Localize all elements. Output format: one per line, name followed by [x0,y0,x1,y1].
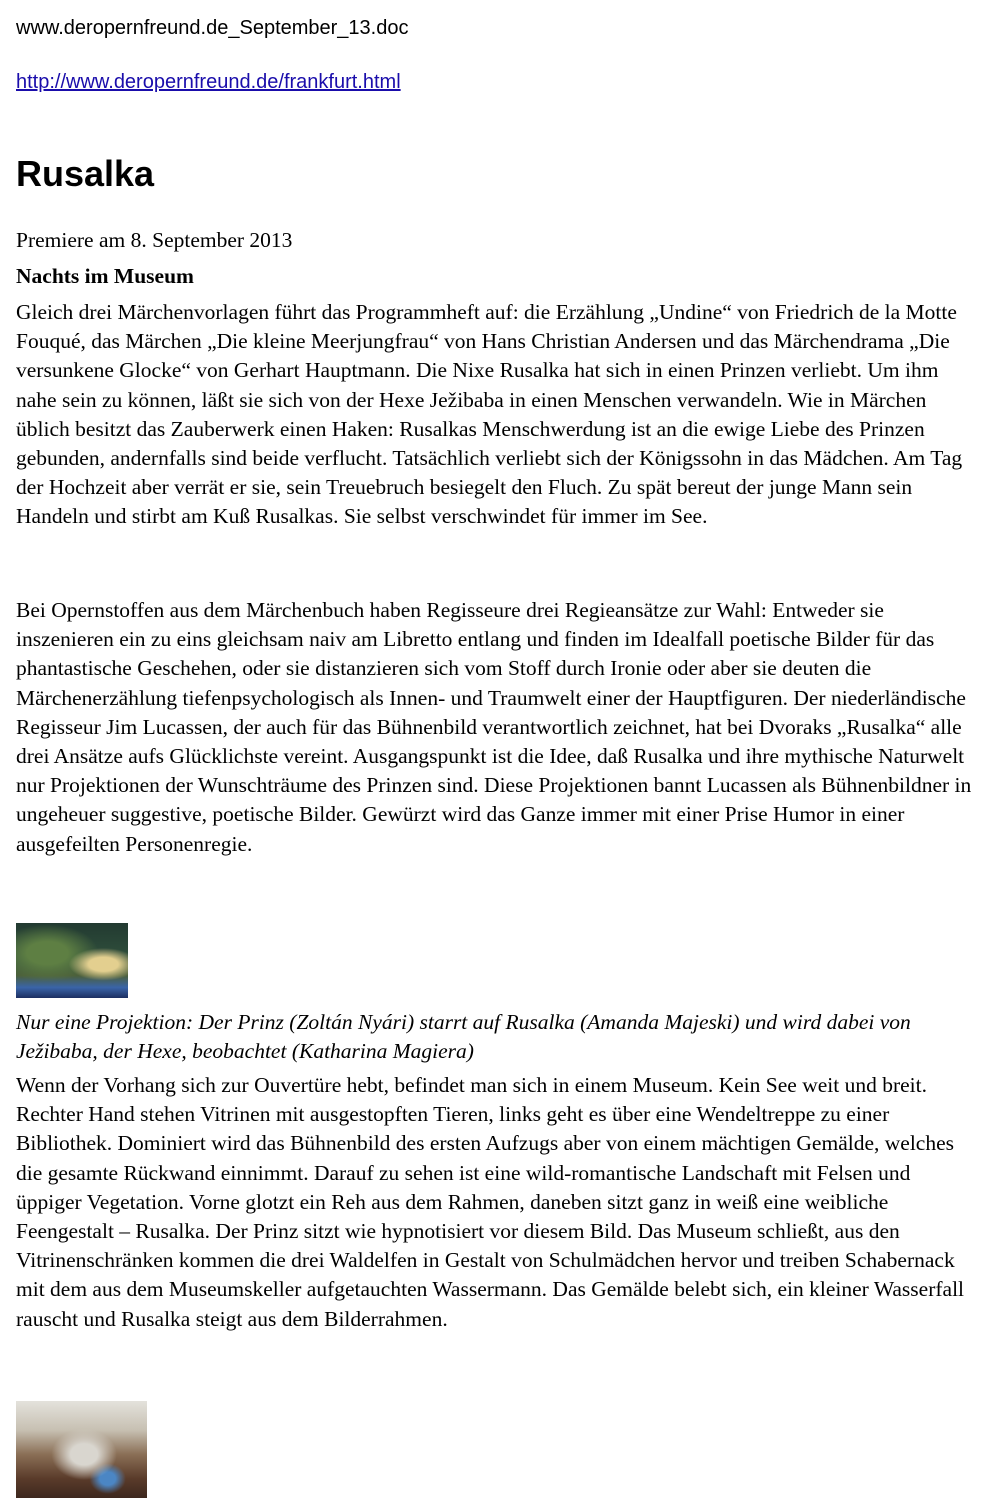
paragraph-1: Gleich drei Märchenvorlagen führt das Programmheft auf: die Erzählung „Undine“ von Friedrich de la Motte Fouqué, das Märchen „Die kleine Meerjungfrau“ von Hans Christian Andersen und das Märchendrama „Die versunkene Glocke“ von Gerhart Hauptmann. Die Nixe Rusalka hat sich in einen Prinzen verliebt. Um ihm nahe sein zu können, läßt sie sich von der Hexe Ježibaba in einen Menschen verwandeln. Wie in Märchen üblich besitzt das Zauberwerk einen Haken: Rusalkas Menschwerdung ist an die ewige Liebe des Prinzen gebunden, andernfalls sind beide verflucht. Tatsächlich verliebt sich der Königssohn in das Mädchen. Am Tag der Hochzeit aber verrät er sie, sein Treuebruch besiegelt den Fluch. Zu spät bereut der junge Mann sein Handeln und stirbt am Kuß Rusalkas. Sie selbst verschwindet für immer im See. [16,300,963,529]
source-link[interactable]: http://www.deropernfreund.de/frankfurt.html [16,71,401,93]
paragraph-3: Wenn der Vorhang sich zur Ouvertüre hebt, befindet man sich in einem Museum. Kein See weit und breit. Rechter Hand stehen Vitrinen mit ausgestopften Tieren, links geht es über eine Wendeltreppe zu einer Bibliothek. Dominiert wird das Bühnenbild des ersten Aufzugs aber von einem mächtigen Gemälde, welches die gesamte Rückwand einnimmt. Darauf zu sehen ist eine wild-romantische Landschaft mit Felsen und üppiger Vegetation. Vorne glotzt ein Reh aus dem Rahmen, daneben sitzt ganz in weiß eine weibliche Feengestalt – Rusalka. Der Prinz sitzt wie hypnotisiert vor diesem Bild. Das Museum schließt, aus den Vitrinenschränken kommen die drei Waldelfen in Gestalt von Schulmädchen hervor und treiben Schabernack mit dem aus dem Museumskeller aufgetauchten Wassermann. Das Gemälde belebt sich, ein kleiner Wasserfall rauscht und Rusalka steigt aus dem Bilderrahmen. [16,1073,965,1331]
article-title: Rusalka [16,153,155,194]
stage-photo-2 [16,1401,147,1498]
paragraph-2: Bei Opernstoffen aus dem Märchenbuch haben Regisseure drei Regieansätze zur Wahl: Entweder sie inszenieren ein zu eins gleichsam naiv am Libretto entlang und finden im Idealfall poetische Bilder für das phantastische Geschehen, oder sie distanzieren sich vom Stoff durch Ironie oder aber sie deuten die Märchenerzählung tiefenpsychologisch als Innen- und Traumwelt einer der Hauptfiguren. Der niederländische Regisseur Jim Lucassen, der auch für das Bühnenbild verantwortlich zeichnet, hat bei Dvoraks „Rusalka“ alle drei Ansätze aufs Glücklichste vereint. Ausgangspunkt ist die Idee, daß Rusalka und ihre mythische Naturwelt nur Projektionen der Wunschträume des Prinzen sind. Diese Projektionen bannt Lucassen als Bühnenbildner in ungeheuer suggestive, poetische Bilder. Gewürzt wird das Ganze immer mit einer Prise Humor in einer ausgefeilten Personenregie. [16,598,972,856]
premiere-date: Premiere am 8. September 2013 [16,228,293,252]
file-title: www.deropernfreund.de_September_13.doc [16,17,409,39]
photo-caption-1: Nur eine Projektion: Der Prinz (Zoltán Nyári) starrt auf Rusalka (Amanda Majeski) und wird dabei von Ježibaba, der Hexe, beobachtet (Katharina Magiera) [16,1010,911,1064]
stage-photo-1 [16,923,128,998]
article-subtitle: Nachts im Museum [16,264,194,288]
